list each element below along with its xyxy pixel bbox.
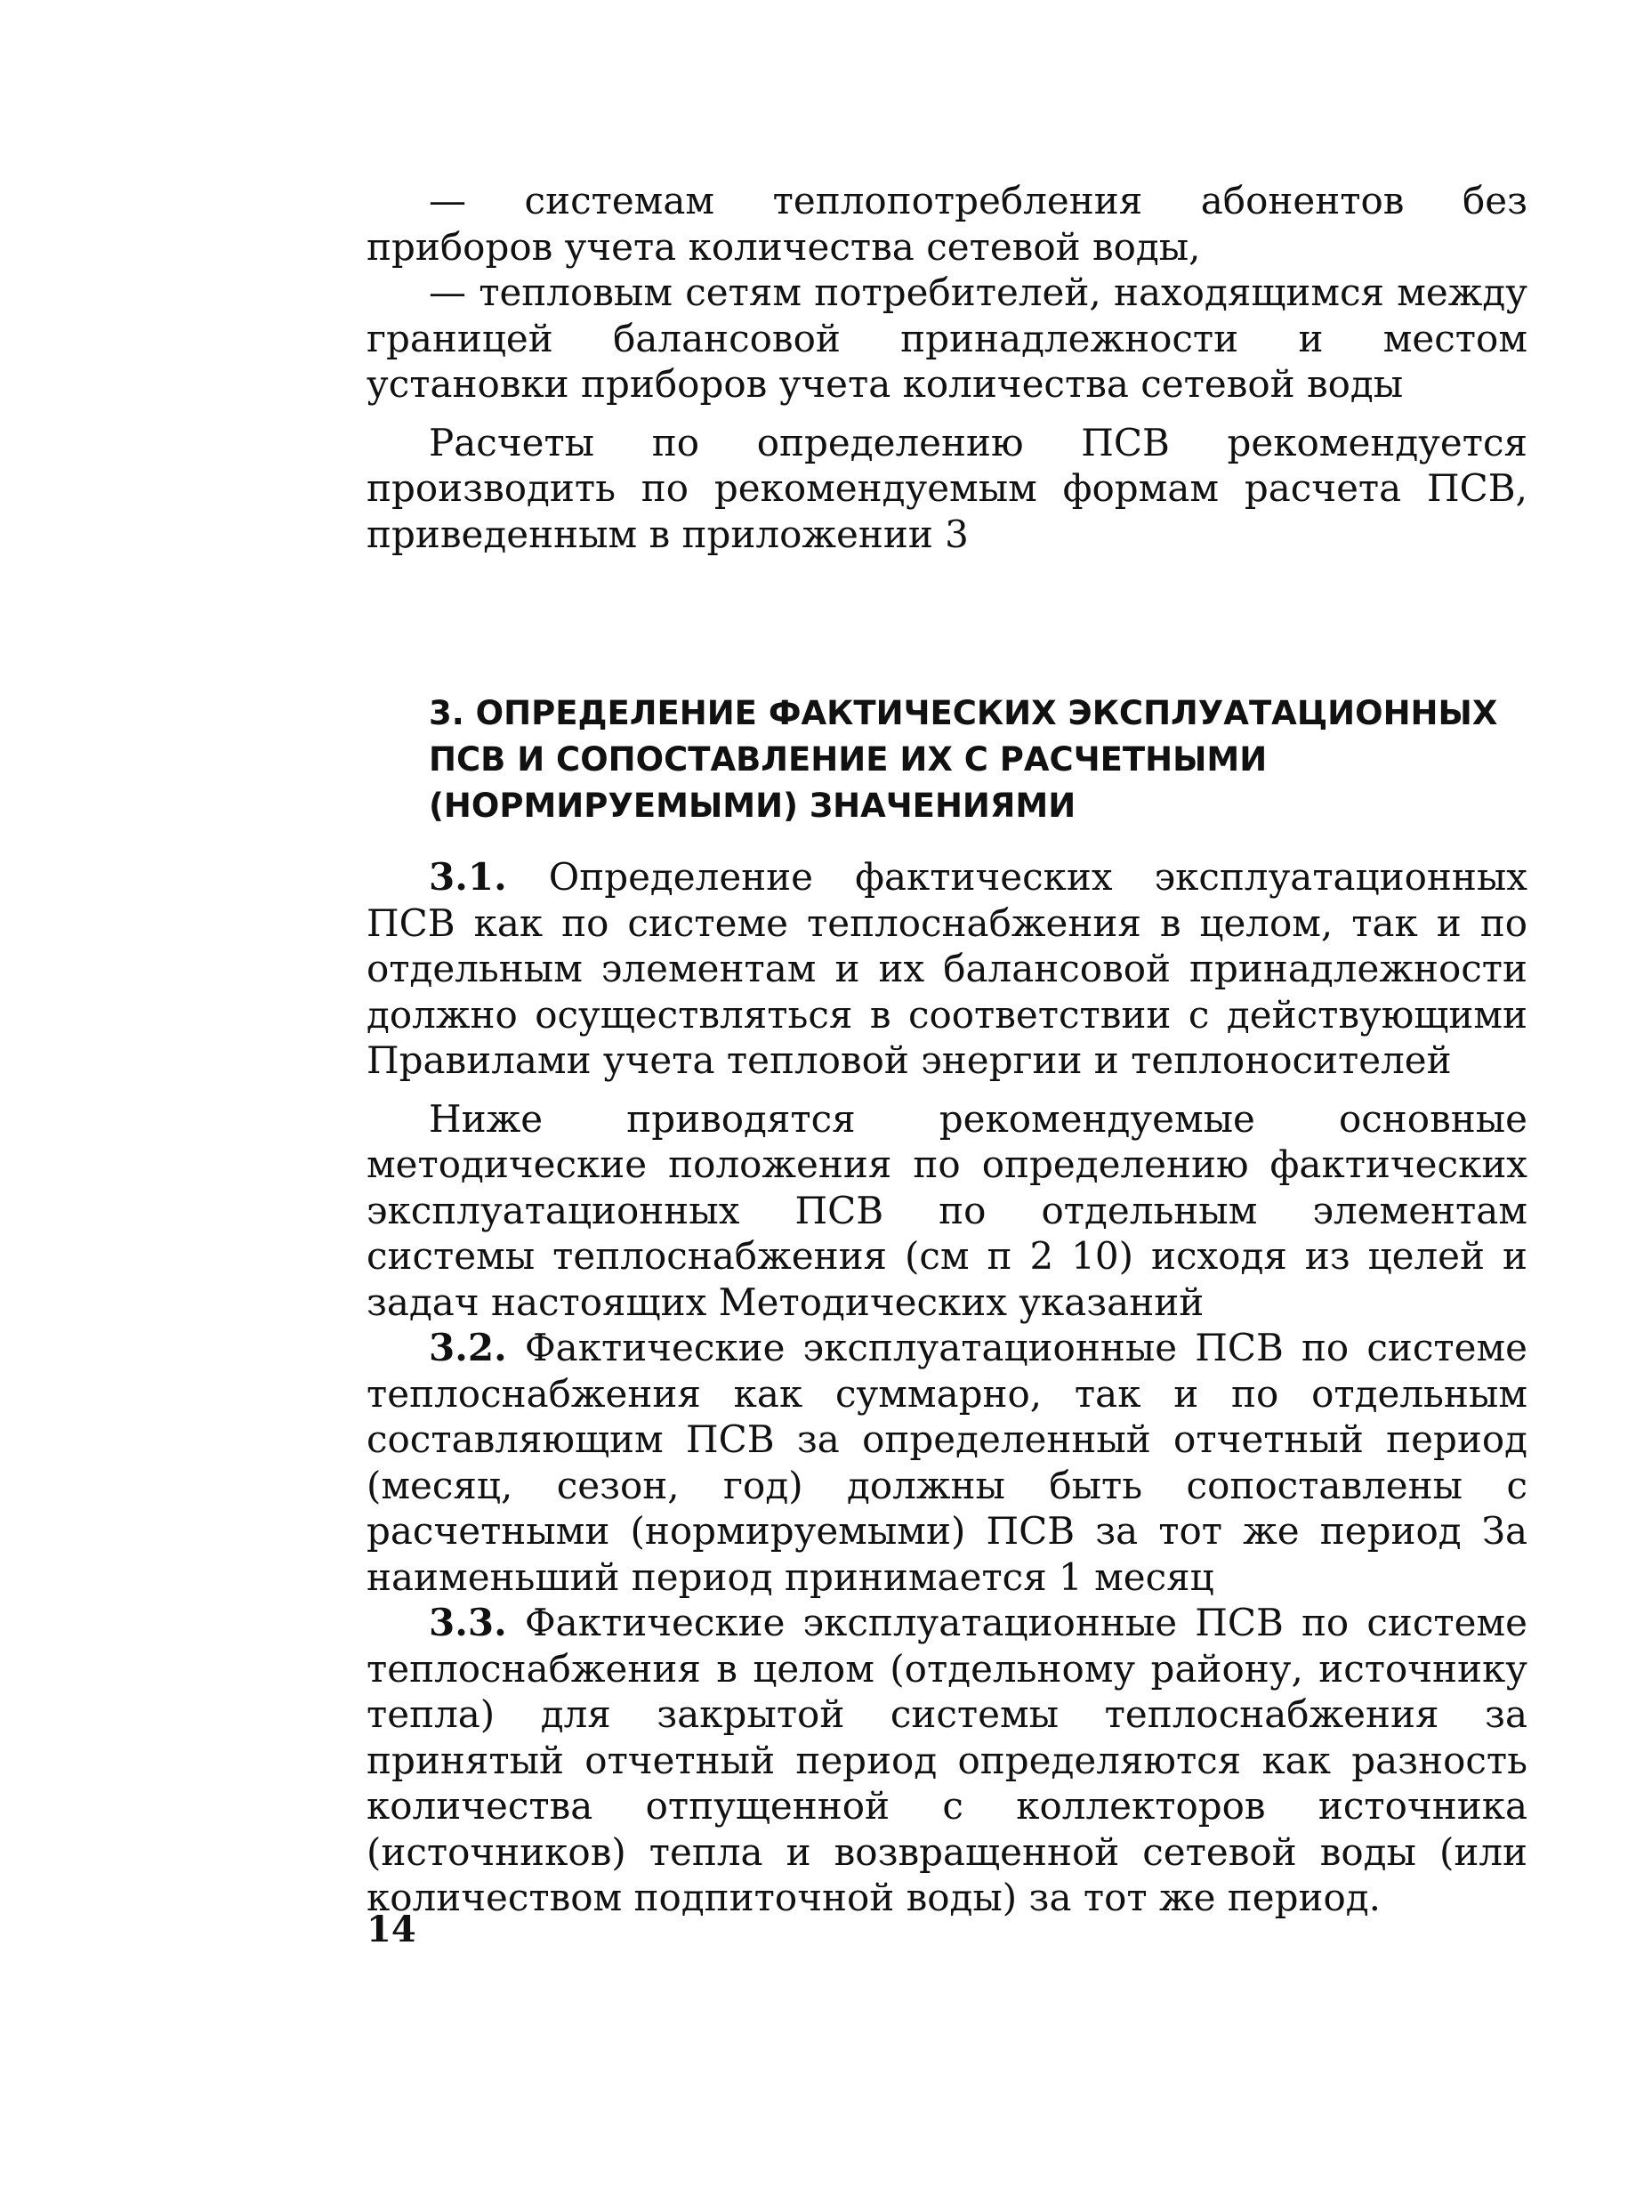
item-text: Ниже приводятся рекомендуемые основные методические положения по определению фактических эксплуатационных ПСВ по отдельным элементам системы теплоснабжения (см п 2 10) исходя из целей и задач настоящих Методических указаний	[367, 1096, 1527, 1324]
item-text: Фактические эксплуатационные ПСВ по системе теплоснабжения в целом (отдельному району, источнику тепла) для закрытой системы теплоснабжения за принятый отчетный период определяются как разность количества отпущенной с коллекторов источника (источников) тепла и возвращенной сетевой воды (или количеством подпиточной воды) за тот же период.	[367, 1601, 1527, 1919]
item-text: Фактические эксплуатационные ПСВ по системе теплоснабжения как суммарно, так и по отдельным составляющим ПСВ за определенный отчетный период (месяц, сезон, год) должны быть сопоставлены с расчетными (нормируемыми) ПСВ за тот же период За наименьший период принимается 1 месяц	[367, 1326, 1527, 1599]
paragraph-3-1	[367, 854, 1527, 1084]
item-number: 3.1.	[429, 855, 507, 899]
section-heading-text: 3. ОПРЕДЕЛЕНИЕ ФАКТИЧЕСКИХ ЭКСПЛУАТАЦИОННЫХ ПСВ И СОПОСТАВЛЕНИЕ ИХ С РАСЧЕТНЫМИ (НОРМИРУЕМЫМИ) ЗНАЧЕНИЯМИ	[429, 694, 1498, 825]
paragraph-dash-2: — тепловым сетям потребителей, находящимся между границей балансовой принадлежности и местом установки приборов учета количества сетевой воды	[367, 270, 1527, 406]
document-page	[367, 178, 1527, 1921]
item-number: 3.2.	[429, 1326, 507, 1369]
paragraph-calculations: Расчеты по определению ПСВ рекомендуется производить по рекомендуемым формам расчета ПСВ, приведенным в приложении 3	[367, 420, 1527, 556]
item-number: 3.3.	[429, 1601, 507, 1644]
paragraph-dash-1: — системам теплопотребления абонентов без приборов учета количества сетевой воды,	[367, 179, 1527, 269]
item-text: Определение фактических эксплуатационных ПСВ как по системе теплоснабжения в целом, так и по отдельным элементам и их балансовой принадлежности должно осуществляться в соответствии с действующими Правилами учета тепловой энергии и теплоносителей	[367, 855, 1527, 1082]
paragraph-3-3	[367, 1600, 1527, 1921]
paragraph-3-2	[367, 1325, 1527, 1600]
page-number: 14	[367, 1909, 416, 1950]
section-heading	[367, 690, 1527, 829]
paragraph-methodical	[367, 1096, 1527, 1326]
